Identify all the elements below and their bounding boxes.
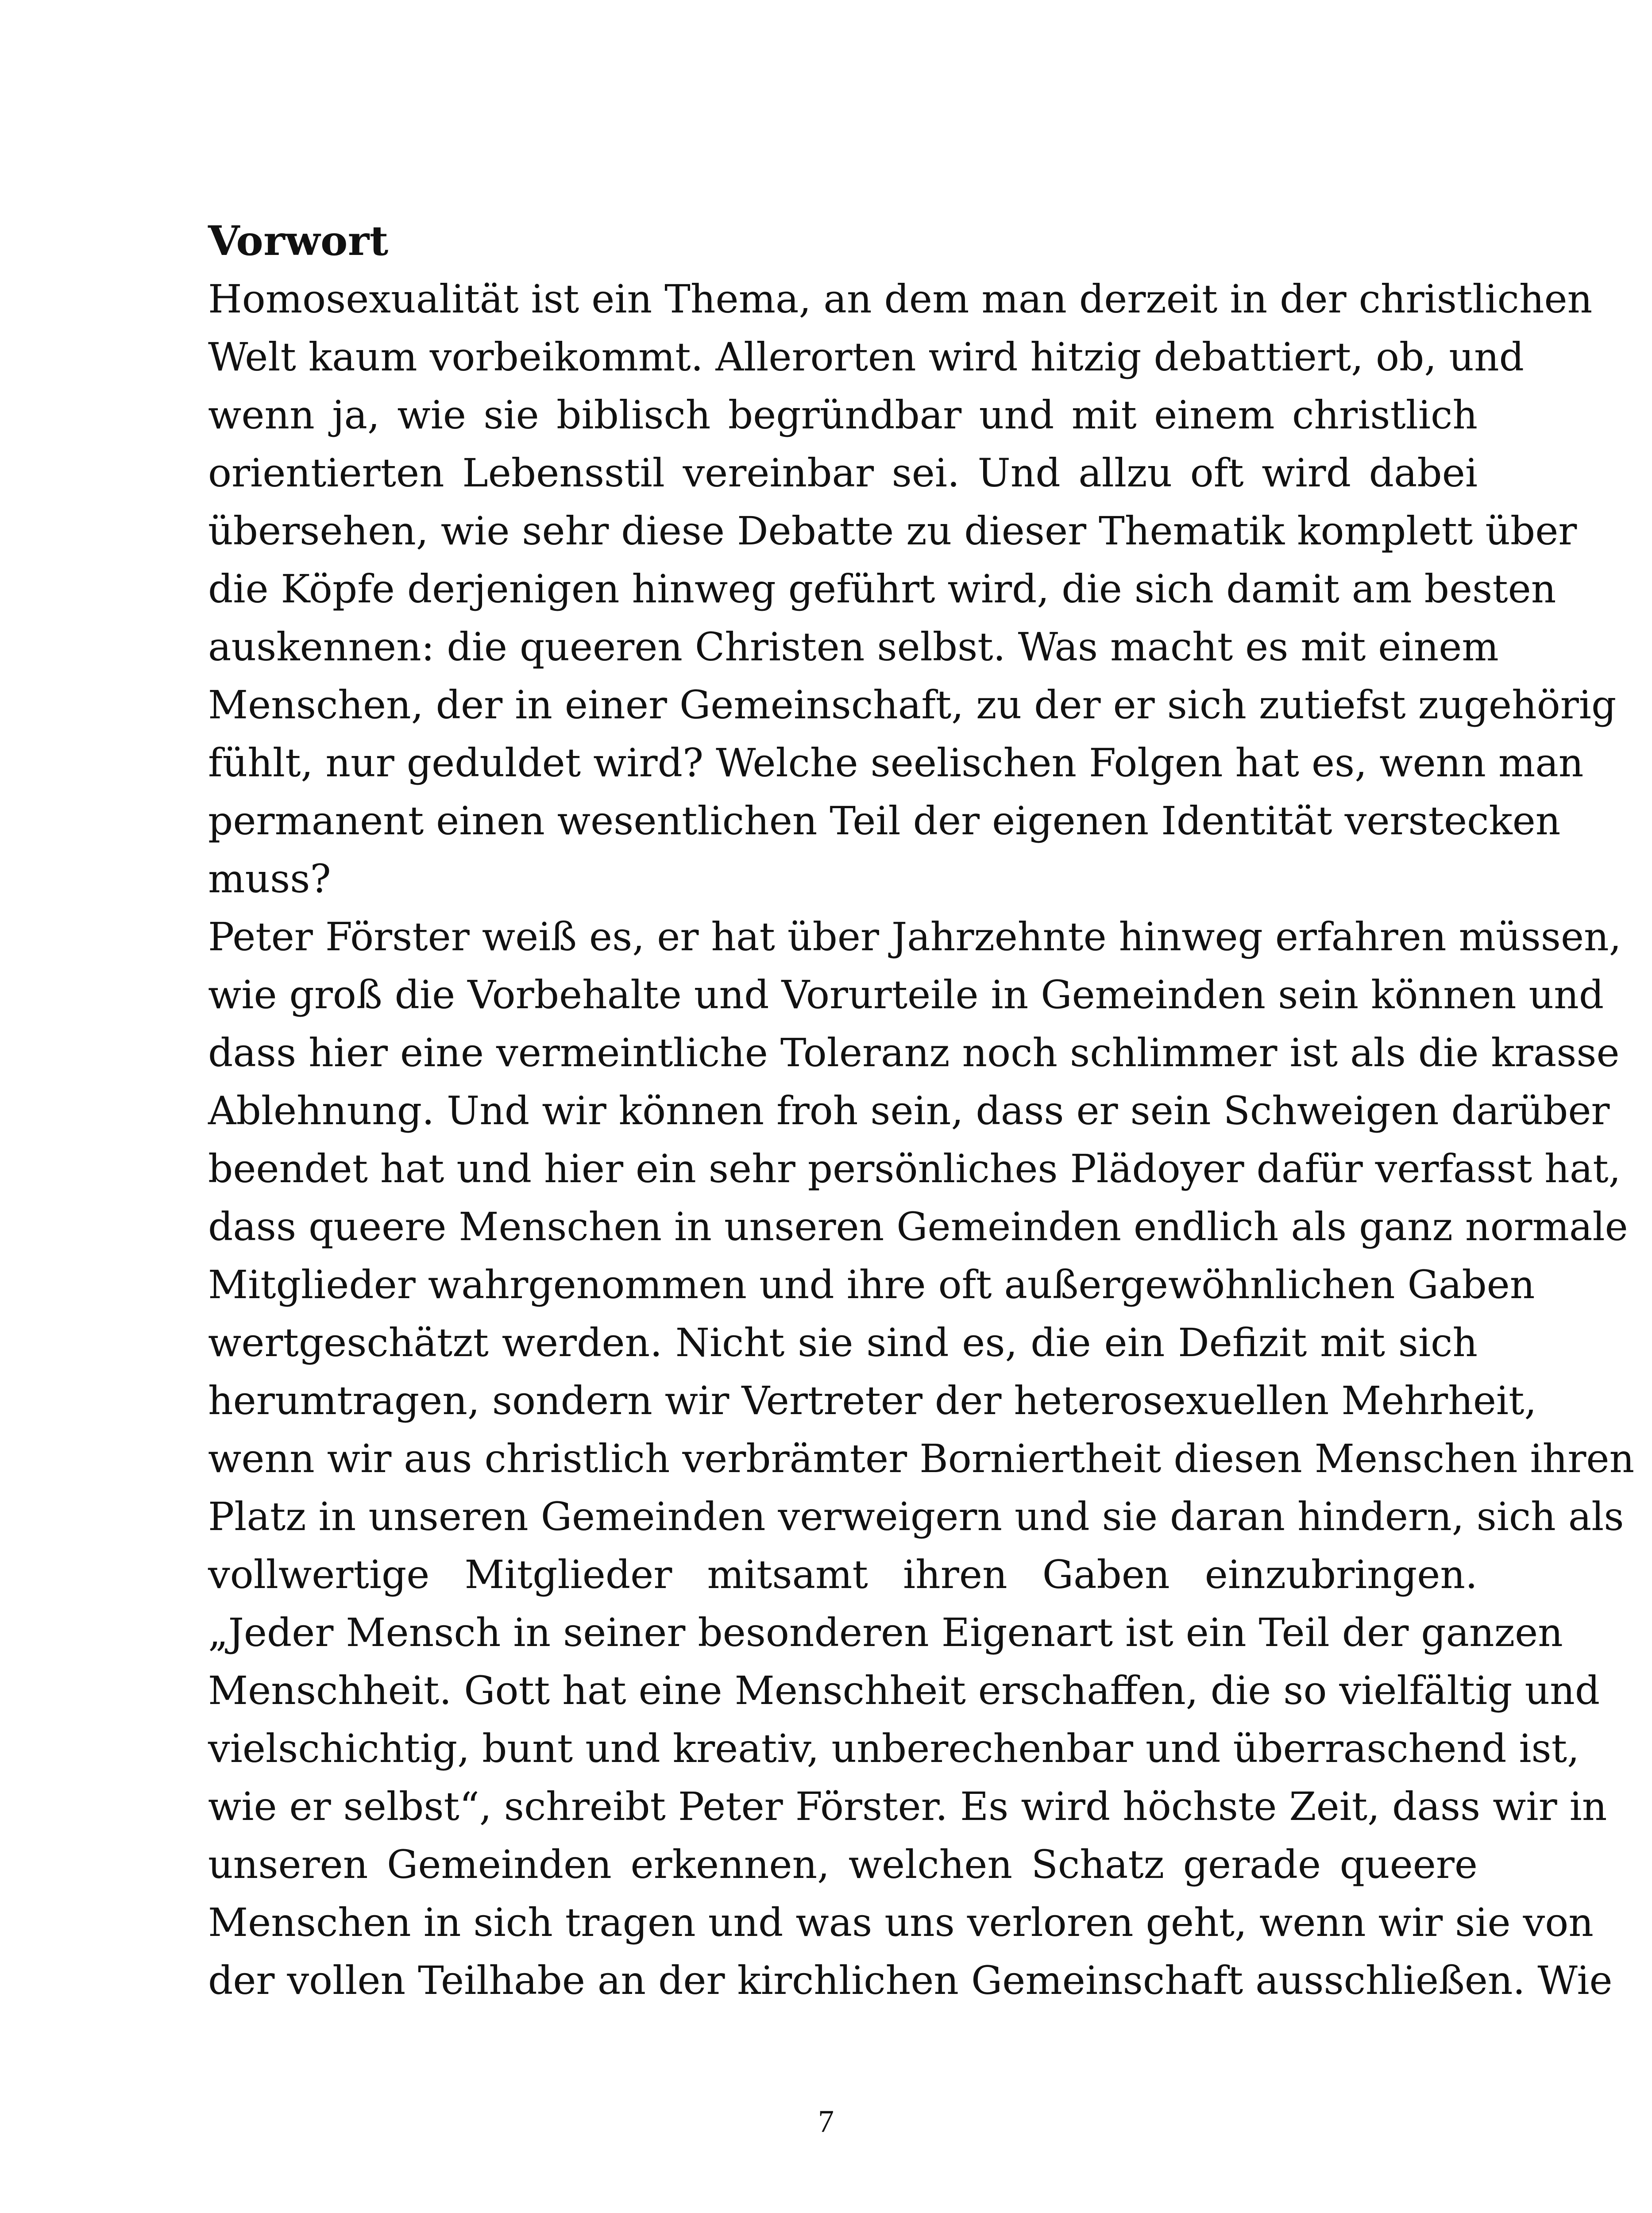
text-line: orientierten Lebensstil vereinbar sei. Und allzu oft wird dabei: [208, 450, 1478, 496]
text-line: wenn ja, wie sie biblisch begründbar und mit einem christlich: [208, 392, 1478, 438]
text-line: der vollen Teilhabe an der kirchlichen Gemeinschaft ausschließen. Wie: [208, 1958, 1613, 2003]
text-line: Welt kaum vorbeikommt. Allerorten wird hitzig debattiert, ob, und: [208, 334, 1524, 380]
chapter-heading: Vorwort: [208, 217, 389, 265]
text-line: Peter Förster weiß es, er hat über Jahrzehnte hinweg erfahren müssen,: [208, 914, 1621, 960]
text-line: Menschheit. Gott hat eine Menschheit erschaffen, die so vielfältig und: [208, 1668, 1600, 1713]
text-line: fühlt, nur geduldet wird? Welche seelischen Folgen hat es, wenn man: [208, 740, 1584, 786]
text-line: vielschichtig, bunt und kreativ, unberechenbar und überraschend ist,: [208, 1726, 1580, 1771]
text-line: vollwertige Mitglieder mitsamt ihren Gaben einzubringen.: [208, 1552, 1478, 1597]
paragraph-2: [208, 908, 1635, 2009]
text-line: dass hier eine vermeintliche Toleranz noch schlimmer ist als die krasse: [208, 1030, 1620, 1076]
text-line: muss?: [208, 856, 331, 902]
text-line: unseren Gemeinden erkennen, welchen Schatz gerade queere: [208, 1842, 1478, 1887]
text-line: Ablehnung. Und wir können froh sein, dass er sein Schweigen darüber: [208, 1088, 1610, 1133]
text-line: wie er selbst“, schreibt Peter Förster. Es wird höchste Zeit, dass wir in: [208, 1784, 1607, 1829]
text-line: Menschen, der in einer Gemeinschaft, zu der er sich zutiefst zugehörig: [208, 682, 1617, 728]
page-number: 7: [818, 2104, 834, 2139]
text-line: Homosexualität ist ein Thema, an dem man derzeit in der christlichen: [208, 276, 1593, 322]
paragraph-1: [208, 270, 1617, 908]
page-body: [208, 212, 1635, 2009]
text-line: die Köpfe derjenigen hinweg geführt wird, die sich damit am besten: [208, 566, 1556, 612]
text-line: Mitglieder wahrgenommen und ihre oft außergewöhnlichen Gaben: [208, 1262, 1535, 1307]
text-line: dass queere Menschen in unseren Gemeinden endlich als ganz normale: [208, 1204, 1628, 1249]
text-line: beendet hat und hier ein sehr persönliches Plädoyer dafür verfasst hat,: [208, 1146, 1621, 1191]
text-line: „Jeder Mensch in seiner besonderen Eigenart ist ein Teil der ganzen: [208, 1610, 1563, 1655]
text-line: auskennen: die queeren Christen selbst. Was macht es mit einem: [208, 624, 1499, 670]
text-line: Menschen in sich tragen und was uns verloren geht, wenn wir sie von: [208, 1900, 1594, 1945]
text-line: permanent einen wesentlichen Teil der eigenen Identität verstecken: [208, 798, 1561, 844]
text-line: wertgeschätzt werden. Nicht sie sind es, die ein Defizit mit sich: [208, 1320, 1478, 1365]
text-line: wie groß die Vorbehalte und Vorurteile in Gemeinden sein können und: [208, 972, 1604, 1018]
text-line: herumtragen, sondern wir Vertreter der heterosexuellen Mehrheit,: [208, 1378, 1537, 1423]
text-line: wenn wir aus christlich verbrämter Borniertheit diesen Menschen ihren: [208, 1436, 1635, 1481]
text-line: Platz in unseren Gemeinden verweigern und sie daran hindern, sich als: [208, 1494, 1624, 1539]
text-line: übersehen, wie sehr diese Debatte zu dieser Thematik komplett über: [208, 508, 1577, 554]
